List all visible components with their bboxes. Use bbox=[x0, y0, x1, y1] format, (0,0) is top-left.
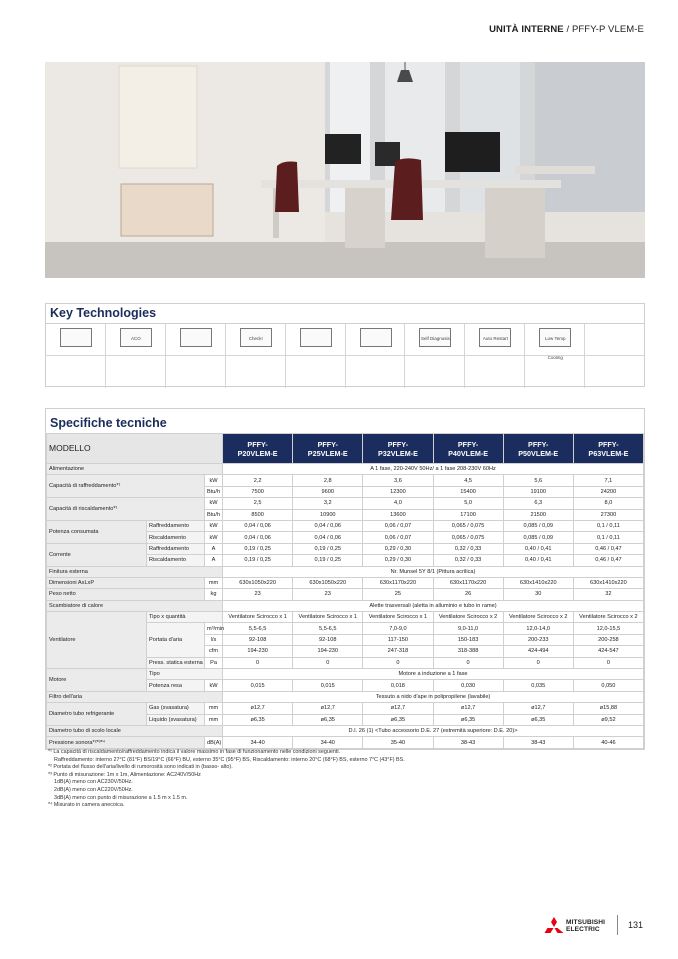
unit-cell: mm bbox=[205, 577, 223, 588]
row-label: Potenza consumata bbox=[47, 520, 147, 543]
table-row bbox=[47, 737, 644, 748]
value-cell: 34-40 bbox=[223, 737, 293, 748]
value-cell: 7500 bbox=[223, 486, 293, 497]
spanned-value: Nr. Munsel 5Y 8/1 (Pittura acrilica) bbox=[223, 566, 644, 577]
value-cell: 630x1170x220 bbox=[433, 577, 503, 588]
row-sublabel: Potenza resa bbox=[147, 680, 205, 691]
row-sublabel: Riscaldamento bbox=[147, 555, 205, 566]
model-name bbox=[293, 434, 363, 464]
row-sublabel: Liquido (svasatura) bbox=[147, 714, 205, 725]
value-cell: 0,018 bbox=[363, 680, 433, 691]
value-cell: 2,5 bbox=[223, 498, 293, 509]
value-cell: 0,40 / 0,41 bbox=[503, 555, 573, 566]
value-cell: 318-388 bbox=[433, 646, 503, 657]
unit-cell: cfm bbox=[205, 646, 223, 657]
value-cell: 0,04 / 0,06 bbox=[293, 532, 363, 543]
model-name bbox=[433, 434, 503, 464]
key-tech-divider bbox=[585, 355, 644, 356]
table-row bbox=[47, 577, 644, 588]
spec-table bbox=[46, 433, 644, 749]
unit-cell: Pa bbox=[205, 657, 223, 668]
value-cell: ø12,7 bbox=[503, 703, 573, 714]
value-cell: 0,1 / 0,11 bbox=[573, 532, 643, 543]
table-row bbox=[47, 520, 644, 531]
value-cell: Ventilatore Scirocco x 1 bbox=[363, 612, 433, 623]
row-label: Pressione sonora*²*³*⁴ bbox=[47, 737, 205, 748]
spanned-value: Alette trasversali (aletta in alluminio e tubo in rame) bbox=[223, 600, 644, 611]
model-prefix: PFFY- bbox=[528, 439, 549, 449]
unit-cell: kW bbox=[205, 680, 223, 691]
value-cell: 630x1410x220 bbox=[503, 577, 573, 588]
value-cell: 0,46 / 0,47 bbox=[573, 555, 643, 566]
value-cell: 0,015 bbox=[293, 680, 363, 691]
value-cell: 3,2 bbox=[293, 498, 363, 509]
key-tech-cell bbox=[46, 324, 106, 388]
value-cell: 34-40 bbox=[293, 737, 363, 748]
key-tech-cell bbox=[585, 324, 644, 388]
header-model: / PFFY-P VLEM-E bbox=[563, 24, 644, 35]
value-cell: ø6,35 bbox=[293, 714, 363, 725]
model-code: P32VLEM-E bbox=[377, 448, 418, 458]
row-label: Peso netto bbox=[47, 589, 205, 600]
footnote-line: 3dB(A) meno con punto di misurazione a 1.5 m x 1.5 m. bbox=[54, 794, 188, 801]
model-code: P20VLEM-E bbox=[237, 448, 278, 458]
value-cell: 0,40 / 0,41 bbox=[503, 543, 573, 554]
footnote-line: Raffreddamento: interno 27°C (81°F) BS/19°C (66°F) BU, esterno 35°C (95°F) BS, Riscaldamento: interno 20°C (68°F) BS, esterno 7°C (43°F) BS. bbox=[54, 756, 405, 763]
value-cell: 9600 bbox=[293, 486, 363, 497]
fan-speed-icon bbox=[360, 328, 392, 347]
model-code: P50VLEM-E bbox=[518, 448, 559, 458]
value-cell: 0 bbox=[293, 657, 363, 668]
value-cell: 23 bbox=[293, 589, 363, 600]
value-cell: 0 bbox=[573, 657, 643, 668]
row-sublabel: Tipo x quantità bbox=[147, 612, 223, 623]
unit-cell: m³/min bbox=[205, 623, 223, 634]
value-cell: Ventilatore Scirocco x 2 bbox=[433, 612, 503, 623]
value-cell: 0,04 / 0,06 bbox=[293, 520, 363, 531]
value-cell: ø12,7 bbox=[363, 703, 433, 714]
model-prefix: PFFY- bbox=[387, 439, 409, 449]
key-technologies-grid bbox=[46, 324, 644, 388]
value-cell: 0,030 bbox=[433, 680, 503, 691]
model-name bbox=[573, 434, 643, 464]
value-cell: 630x1050x220 bbox=[293, 577, 363, 588]
row-label: Corrente bbox=[47, 543, 147, 566]
table-row bbox=[47, 498, 644, 509]
model-prefix: PFFY- bbox=[457, 439, 479, 449]
page-header bbox=[489, 24, 644, 35]
footnote-line: *⁴ Misurato in camera anecoica. bbox=[48, 802, 125, 809]
footnote-line: *¹ La capacità di riscaldamento/raffreddamento indica il valore massimo in fase di funzionamento nelle condizioni seguenti. bbox=[48, 749, 341, 755]
unit-cell: kW bbox=[205, 520, 223, 531]
value-cell: 0,19 / 0,25 bbox=[223, 543, 293, 554]
model-prefix: PFFY- bbox=[247, 439, 268, 449]
value-cell: ø15,88 bbox=[573, 703, 643, 714]
row-sublabel: Raffreddamento bbox=[147, 520, 205, 531]
value-cell: 40-46 bbox=[573, 737, 643, 748]
unit-cell: A bbox=[205, 543, 223, 554]
low-temp-cooling-icon: Low Temp Cooling bbox=[539, 328, 571, 347]
value-cell: 5,5-6,5 bbox=[223, 623, 293, 634]
footnote-line: 1dB(A) meno con AC230V/50Hz. bbox=[54, 779, 133, 786]
value-cell: ø6,35 bbox=[363, 714, 433, 725]
value-cell: 0,29 / 0,30 bbox=[363, 555, 433, 566]
value-cell: 200-258 bbox=[573, 634, 643, 645]
model-name bbox=[503, 434, 573, 464]
model-prefix: PFFY- bbox=[317, 439, 338, 449]
value-cell: 30 bbox=[503, 589, 573, 600]
value-cell: ø9,52 bbox=[573, 714, 643, 725]
value-cell: 24200 bbox=[573, 486, 643, 497]
key-tech-cell bbox=[286, 324, 346, 388]
model-name bbox=[223, 434, 293, 464]
value-cell: Ventilatore Scirocco x 1 bbox=[223, 612, 293, 623]
row-sublabel: Gas (svasatura) bbox=[147, 703, 205, 714]
row-label: Dimensioni AxLxP bbox=[47, 577, 205, 588]
key-tech-divider bbox=[226, 355, 285, 356]
value-cell: 26 bbox=[433, 589, 503, 600]
spec-title: Specifiche tecniche bbox=[50, 416, 167, 430]
value-cell: 0,06 / 0,07 bbox=[363, 520, 433, 531]
key-tech-cell bbox=[525, 324, 585, 388]
value-cell: 5,0 bbox=[433, 498, 503, 509]
row-label: Finitura esterna bbox=[47, 566, 223, 577]
value-cell: 8500 bbox=[223, 509, 293, 520]
value-cell: 0 bbox=[433, 657, 503, 668]
spanned-value: A 1 fase, 220-240V 50Hz/ a 1 fase 208-230V 60Hz bbox=[223, 464, 644, 475]
office-illustration bbox=[45, 62, 645, 278]
table-row bbox=[47, 612, 644, 623]
table-row bbox=[47, 725, 644, 736]
value-cell: 13600 bbox=[363, 509, 433, 520]
key-tech-cell bbox=[226, 324, 286, 388]
value-cell: 0,29 / 0,30 bbox=[363, 543, 433, 554]
value-cell: 25 bbox=[363, 589, 433, 600]
value-cell: 0,19 / 0,25 bbox=[293, 555, 363, 566]
value-cell: Ventilatore Scirocco x 2 bbox=[503, 612, 573, 623]
key-tech-cell bbox=[405, 324, 465, 388]
value-cell: Ventilatore Scirocco x 2 bbox=[573, 612, 643, 623]
value-cell: 92-108 bbox=[293, 634, 363, 645]
unit-cell: dB(A) bbox=[205, 737, 223, 748]
row-sublabel: Portata d'aria bbox=[147, 623, 205, 657]
row-label: Filtro dell'aria bbox=[47, 691, 223, 702]
value-cell: 424-547 bbox=[573, 646, 643, 657]
unit-cell: kW bbox=[205, 498, 223, 509]
row-sublabel: Press. statica esterna bbox=[147, 657, 205, 668]
key-tech-divider bbox=[465, 355, 524, 356]
key-tech-divider bbox=[286, 355, 345, 356]
row-label: Diametro tubo di scolo locale bbox=[47, 725, 223, 736]
value-cell: 92-108 bbox=[223, 634, 293, 645]
spanned-value: Motore a induzione a 1 fase bbox=[223, 669, 644, 680]
value-cell: 194-230 bbox=[223, 646, 293, 657]
key-tech-cell bbox=[166, 324, 226, 388]
row-label: Motore bbox=[47, 669, 147, 692]
unit-cell: Btu/h bbox=[205, 509, 223, 520]
value-cell: 21500 bbox=[503, 509, 573, 520]
value-cell: 0 bbox=[503, 657, 573, 668]
unit-cell: kW bbox=[205, 475, 223, 486]
unit-cell: l/s bbox=[205, 634, 223, 645]
value-cell: 0,1 / 0,11 bbox=[573, 520, 643, 531]
value-cell: 0,04 / 0,06 bbox=[223, 532, 293, 543]
model-code: P25VLEM-E bbox=[307, 448, 348, 458]
row-label: Alimentazione bbox=[47, 464, 223, 475]
value-cell: 194-230 bbox=[293, 646, 363, 657]
value-cell: 10900 bbox=[293, 509, 363, 520]
table-row bbox=[47, 691, 644, 702]
value-cell: ø6,35 bbox=[503, 714, 573, 725]
ac-control-icon: ACO bbox=[120, 328, 152, 347]
value-cell: 0,04 / 0,06 bbox=[223, 520, 293, 531]
model-name bbox=[363, 434, 433, 464]
spanned-value: D.I. 26 (1) <Tubo accessorio D.E. 27 (estremità superiore: D.E. 20)> bbox=[223, 725, 644, 736]
page-number: 131 bbox=[628, 920, 644, 930]
value-cell: 247-318 bbox=[363, 646, 433, 657]
value-cell: 3,6 bbox=[363, 475, 433, 486]
value-cell: 32 bbox=[573, 589, 643, 600]
self-diagnosis-icon: Self Diagnosis bbox=[419, 328, 451, 347]
unit-cell: Btu/h bbox=[205, 486, 223, 497]
key-tech-divider bbox=[346, 355, 405, 356]
value-cell: ø12,7 bbox=[433, 703, 503, 714]
key-tech-divider bbox=[405, 355, 464, 356]
value-cell: 7,0-9,0 bbox=[363, 623, 433, 634]
row-label: Ventilatore bbox=[47, 612, 147, 669]
key-tech-divider bbox=[525, 355, 584, 356]
logo-line1: MITSUBISHI bbox=[566, 919, 606, 926]
value-cell: 27300 bbox=[573, 509, 643, 520]
footnote-line: 2dB(A) meno con AC220V/50Hz. bbox=[54, 786, 133, 793]
value-cell: 0,19 / 0,25 bbox=[223, 555, 293, 566]
value-cell: 19100 bbox=[503, 486, 573, 497]
value-cell: ø12,7 bbox=[223, 703, 293, 714]
auto-restart-icon: Auto Restart bbox=[479, 328, 511, 347]
value-cell: 2,8 bbox=[293, 475, 363, 486]
value-cell: 4,0 bbox=[363, 498, 433, 509]
value-cell: 8,0 bbox=[573, 498, 643, 509]
value-cell: 4,5 bbox=[433, 475, 503, 486]
value-cell: 5,6 bbox=[503, 475, 573, 486]
value-cell: 630x1170x220 bbox=[363, 577, 433, 588]
key-tech-divider bbox=[106, 355, 165, 356]
footer-separator bbox=[617, 915, 618, 935]
value-cell: 630x1050x220 bbox=[223, 577, 293, 588]
value-cell: 7,1 bbox=[573, 475, 643, 486]
value-cell: 117-150 bbox=[363, 634, 433, 645]
table-row bbox=[47, 600, 644, 611]
model-code: P40VLEM-E bbox=[448, 448, 489, 458]
footnotes bbox=[48, 749, 405, 810]
model-code: P63VLEM-E bbox=[588, 448, 629, 458]
office-photo bbox=[45, 62, 645, 278]
model-label: MODELLO bbox=[47, 434, 223, 464]
key-technologies bbox=[45, 303, 645, 387]
unit-cell: A bbox=[205, 555, 223, 566]
value-cell: 0 bbox=[223, 657, 293, 668]
table-row bbox=[47, 589, 644, 600]
key-tech-cell bbox=[465, 324, 525, 388]
spanned-value: Tessuto a nido d'ape in polipropilene (lavabile) bbox=[223, 691, 644, 702]
table-row bbox=[47, 703, 644, 714]
value-cell: 12,0-14,0 bbox=[503, 623, 573, 634]
value-cell: Ventilatore Scirocco x 1 bbox=[293, 612, 363, 623]
table-row bbox=[47, 475, 644, 486]
value-cell: 23 bbox=[223, 589, 293, 600]
value-cell: 15400 bbox=[433, 486, 503, 497]
value-cell: 35-40 bbox=[363, 737, 433, 748]
table-row bbox=[47, 543, 644, 554]
spec-section bbox=[45, 408, 645, 750]
three-diamonds-icon bbox=[544, 917, 564, 935]
value-cell: 0,32 / 0,33 bbox=[433, 555, 503, 566]
value-cell: 0,065 / 0,075 bbox=[433, 532, 503, 543]
value-cell: 17100 bbox=[433, 509, 503, 520]
timer-icon bbox=[60, 328, 92, 347]
value-cell: 0,46 / 0,47 bbox=[573, 543, 643, 554]
key-tech-cell bbox=[106, 324, 166, 388]
value-cell: 12,0-15,5 bbox=[573, 623, 643, 634]
row-sublabel: Riscaldamento bbox=[147, 532, 205, 543]
unit-cell: kg bbox=[205, 589, 223, 600]
key-technologies-title: Key Technologies bbox=[46, 304, 644, 324]
value-cell: 12300 bbox=[363, 486, 433, 497]
table-row bbox=[47, 669, 644, 680]
row-label: Scambiatore di calore bbox=[47, 600, 223, 611]
value-cell: 150-183 bbox=[433, 634, 503, 645]
key-tech-divider bbox=[166, 355, 225, 356]
header-section: UNITÀ INTERNE bbox=[489, 24, 564, 35]
mitsubishi-logo bbox=[544, 917, 614, 935]
model-header-row bbox=[47, 434, 644, 464]
footnote-line: *³ Punto di misurazione: 1m x 1m, Alimentazione: AC240V/50Hz bbox=[48, 771, 201, 778]
remote-controller-icon bbox=[300, 328, 332, 347]
value-cell: 0,085 / 0,09 bbox=[503, 532, 573, 543]
check-icon: Check! bbox=[240, 328, 272, 347]
value-cell: 0,050 bbox=[573, 680, 643, 691]
filter-icon bbox=[180, 328, 212, 347]
value-cell: 630x1410x220 bbox=[573, 577, 643, 588]
row-sublabel: Raffreddamento bbox=[147, 543, 205, 554]
value-cell: 0,085 / 0,09 bbox=[503, 520, 573, 531]
value-cell: 38-43 bbox=[433, 737, 503, 748]
value-cell: 0 bbox=[363, 657, 433, 668]
logo-line2: ELECTRIC bbox=[566, 925, 600, 933]
row-label: Diametro tubo refrigerante bbox=[47, 703, 147, 726]
value-cell: 0,035 bbox=[503, 680, 573, 691]
table-row bbox=[47, 566, 644, 577]
value-cell: 5,5-6,5 bbox=[293, 623, 363, 634]
value-cell: 9,0-11,0 bbox=[433, 623, 503, 634]
value-cell: ø6,35 bbox=[223, 714, 293, 725]
value-cell: 0,32 / 0,33 bbox=[433, 543, 503, 554]
unit-cell: kW bbox=[205, 532, 223, 543]
value-cell: 0,015 bbox=[223, 680, 293, 691]
value-cell: ø12,7 bbox=[293, 703, 363, 714]
value-cell: 0,19 / 0,25 bbox=[293, 543, 363, 554]
table-row bbox=[47, 464, 644, 475]
value-cell: 2,2 bbox=[223, 475, 293, 486]
footnote-line: *² Portata del flusso dell'aria/livello di rumorosità sono indicati in (basso- alto). bbox=[48, 764, 233, 771]
row-sublabel: Tipo bbox=[147, 669, 223, 680]
model-prefix: PFFY- bbox=[598, 439, 619, 449]
value-cell: 6,3 bbox=[503, 498, 573, 509]
value-cell: 200-233 bbox=[503, 634, 573, 645]
key-tech-cell bbox=[346, 324, 406, 388]
value-cell: 38-43 bbox=[503, 737, 573, 748]
row-label: Capacità di raffreddamento*¹ bbox=[47, 475, 205, 498]
value-cell: 424-494 bbox=[503, 646, 573, 657]
value-cell: ø6,35 bbox=[433, 714, 503, 725]
row-label: Capacità di riscaldamento*¹ bbox=[47, 498, 205, 521]
unit-cell: mm bbox=[205, 714, 223, 725]
key-tech-divider bbox=[46, 355, 105, 356]
unit-cell: mm bbox=[205, 703, 223, 714]
value-cell: 0,065 / 0,075 bbox=[433, 520, 503, 531]
value-cell: 0,06 / 0,07 bbox=[363, 532, 433, 543]
